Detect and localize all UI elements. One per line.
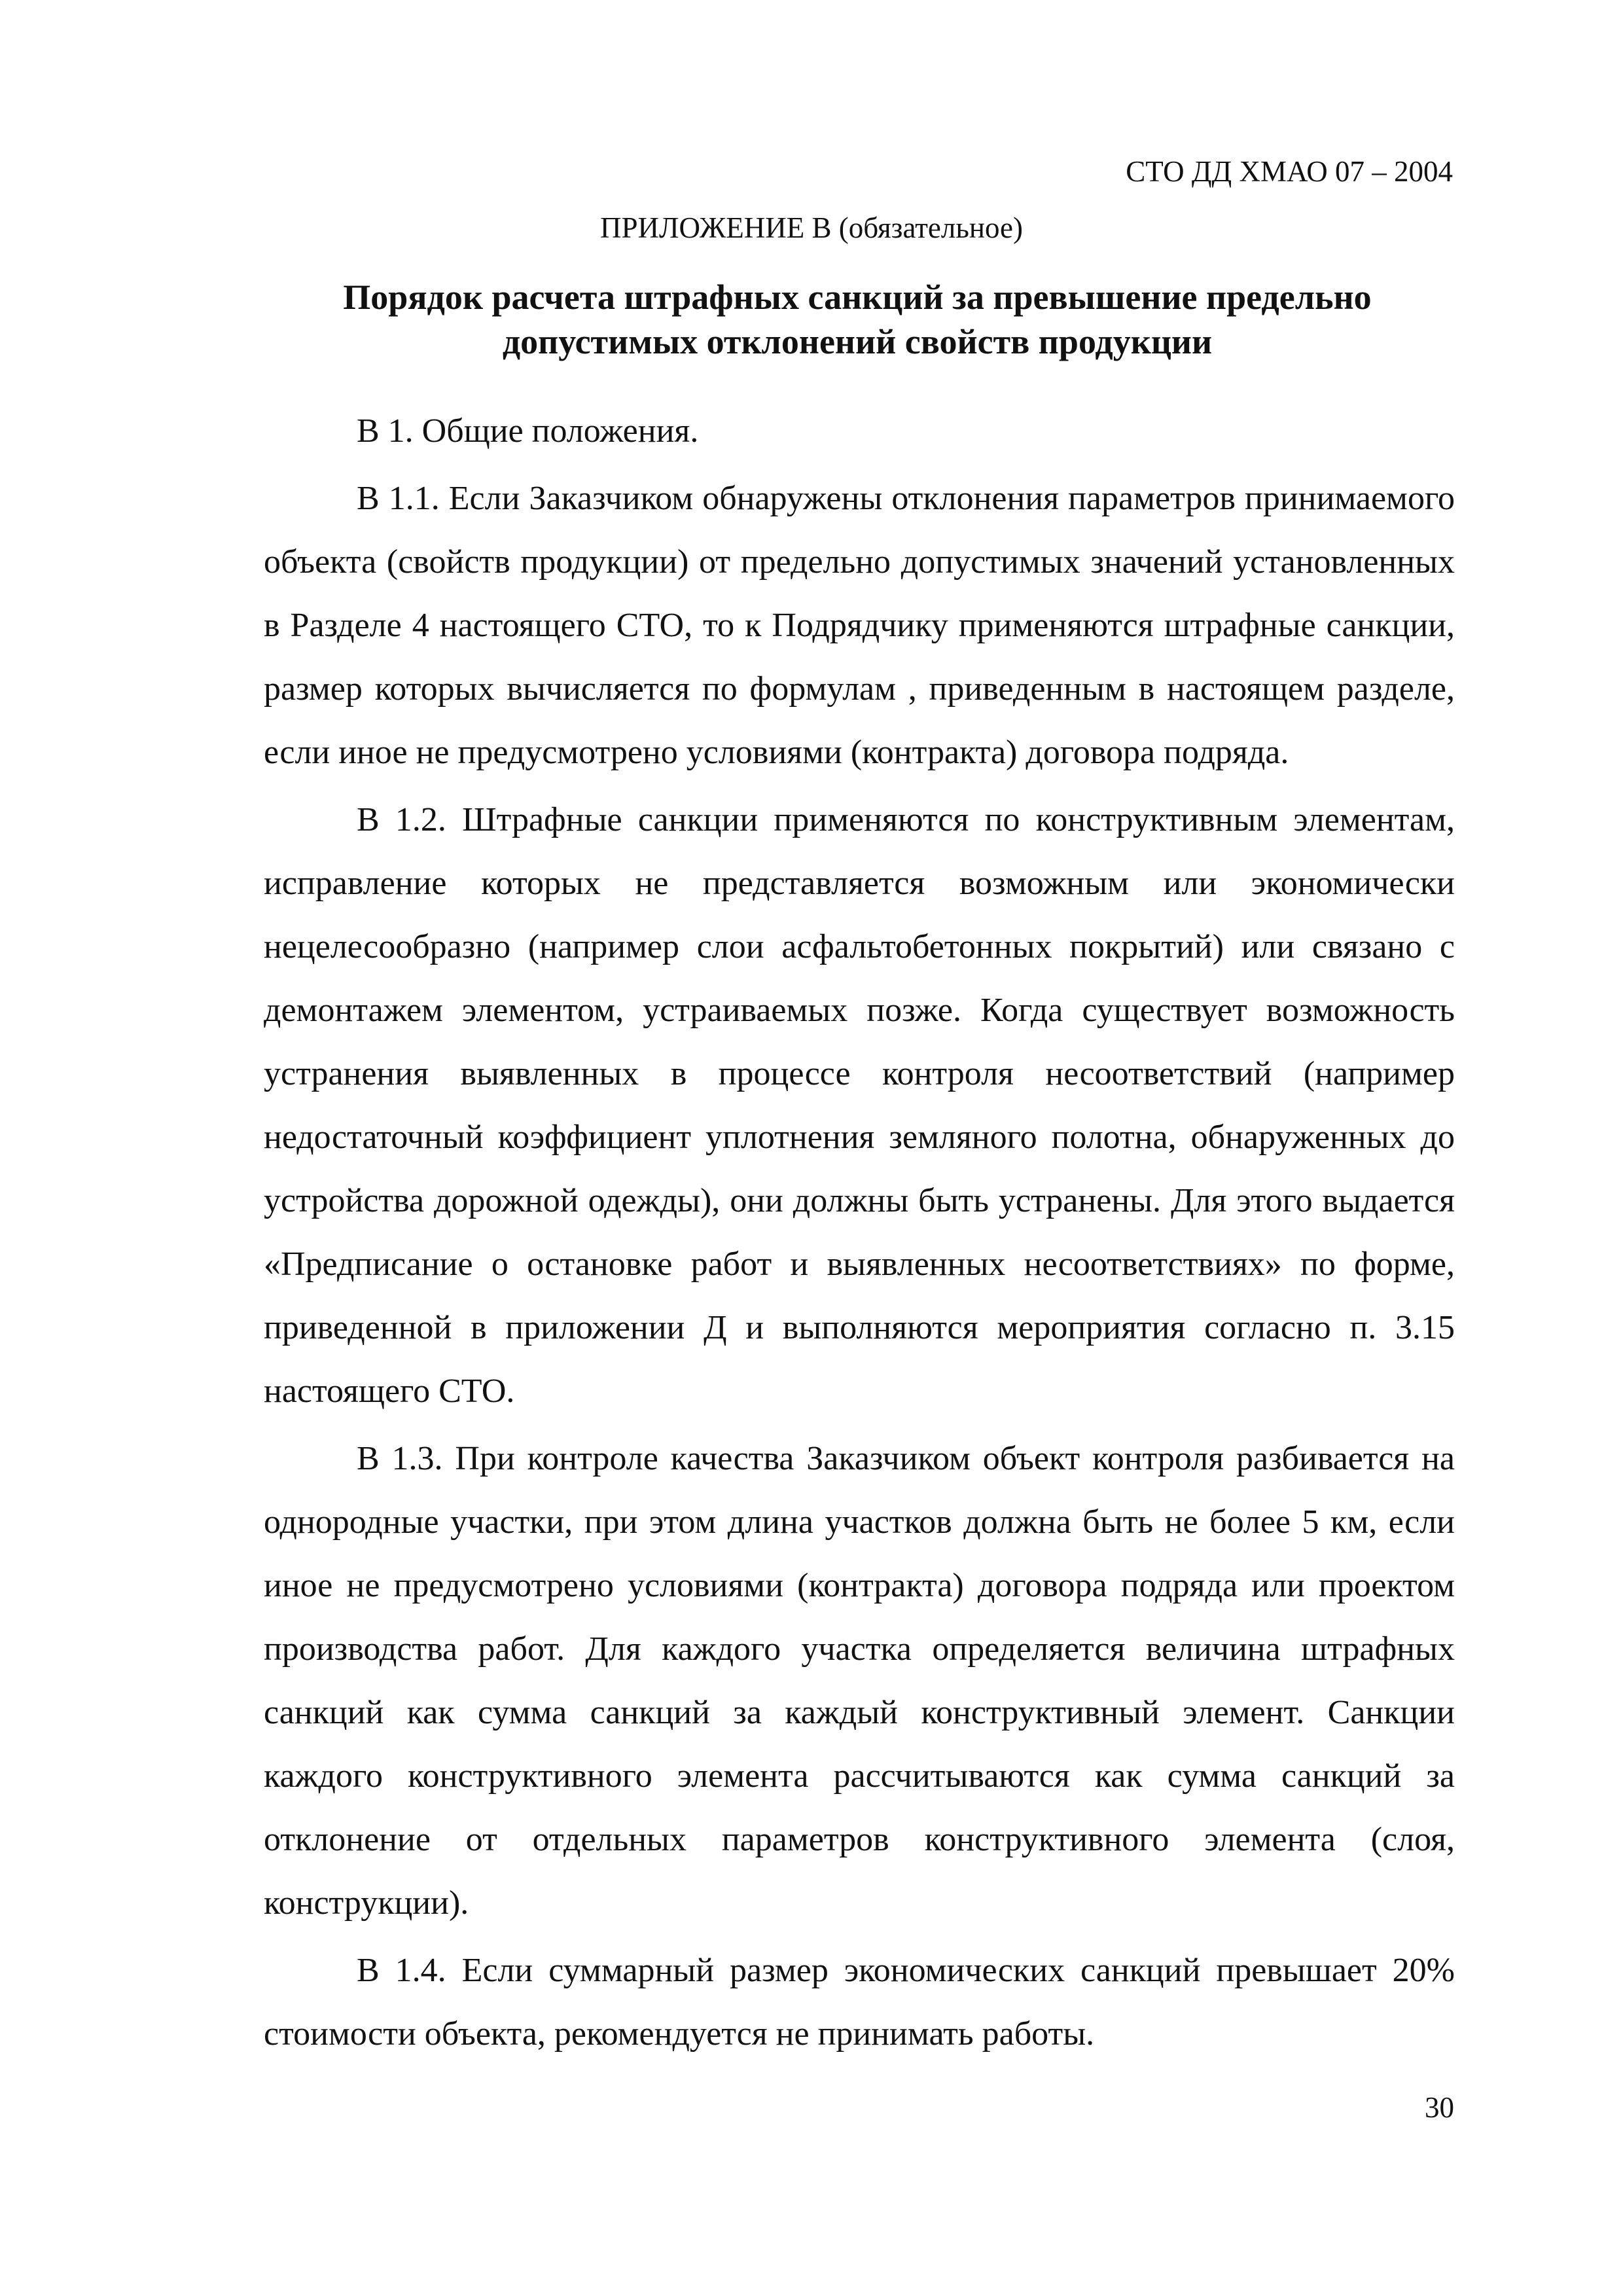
paragraph-b-1-2: В 1.2. Штрафные санкции применяются по конструктивным элементам, исправление которых не представляется возможным или экономически нецелесообразно (например слои асфальтобетонных покрытий) или связано с демонтажем элементом, устраиваемых позже. Когда существует возможность устранения выявленных в процессе контроля несоответствий (например недостаточный коэффициент уплотнения земляного полотна, обнаруженных до устройства дорожной одежды), они должны быть устранены. Для этого выдается «Предписание о остановке работ и выявленных несоответствиях» по форме, приведенной в приложении Д и выполняются мероприятия согласно п. 3.15 настоящего СТО. xyxy=(264,801,1455,1410)
page-title: Порядок расчета штрафных санкций за превышение предельно допустимых отклонений свойств продукции xyxy=(343,278,1372,361)
appendix-label: ПРИЛОЖЕНИЕ В (обязательное) xyxy=(600,211,1023,244)
paragraph-b-1-1: В 1.1. Если Заказчиком обнаружены отклонения параметров принимаемого объекта (свойств продукции) от предельно допустимых значений установленных в Разделе 4 настоящего СТО, то к Подрядчику применяются штрафные санкции, размер которых вычисляется по формулам , приведенным в настоящем разделе, если иное не предусмотрено условиями (контракта) договора подряда. xyxy=(264,480,1455,771)
page-number: 30 xyxy=(1425,2091,1454,2124)
paragraph-general-provisions: В 1. Общие положения. xyxy=(357,412,699,450)
paragraph-b-1-4: В 1.4. Если суммарный размер экономических санкций превышает 20% стоимости объекта, рекомендуется не принимать работы. xyxy=(264,1952,1455,2053)
body-text xyxy=(264,399,1455,2070)
paragraph-b-1-3: В 1.3. При контроле качества Заказчиком объект контроля разбивается на однородные участки, при этом длина участков должна быть не более 5 км, если иное не предусмотрено условиями (контракта) договора подряда или проектом производства работ. Для каждого участка определяется величина штрафных санкций как сумма санкций за каждый конструктивный элемент. Санкции каждого конструктивного элемента рассчитываются как сумма санкций за отклонение от отдельных параметров конструктивного элемента (слоя, конструкции). xyxy=(264,1440,1455,1922)
document-code: СТО ДД ХМАО 07 – 2004 xyxy=(1126,155,1453,188)
